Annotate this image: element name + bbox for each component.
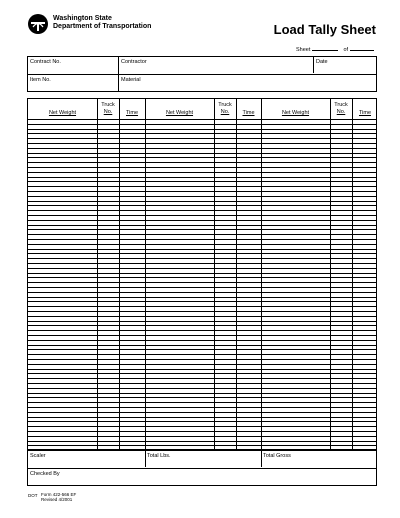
org-name-line2: Department of Transportation [53,23,152,30]
tally-row-line [28,345,376,346]
tally-row-line [28,426,376,427]
time-header-1: Time [125,110,139,116]
tally-row-line [28,148,376,149]
tally-row-line [28,249,376,250]
tally-row-line [28,253,376,254]
item-no-field[interactable]: Item No. [30,77,51,83]
tally-grid [27,98,377,450]
tally-row-line [28,421,376,422]
tally-row-line [28,311,376,312]
tally-row-line [28,369,376,370]
tally-row-line [28,297,376,298]
tally-row-line [28,340,376,341]
truck-no-header-1: No. [103,109,113,115]
tally-row-line [28,325,376,326]
contractor-field[interactable]: Contractor [121,59,147,65]
tally-row-line [28,292,376,293]
time-header-2: Time [242,110,255,116]
sheet-number-blank[interactable] [312,45,338,51]
sheet-label: Sheet [296,47,311,53]
page-title: Load Tally Sheet [273,22,376,37]
tally-row-line [28,196,376,197]
tally-row-line [28,143,376,144]
tally-row-line [28,316,376,317]
tally-row-line [28,268,376,269]
tally-row-line [28,157,376,158]
grid-header-divider [28,119,376,120]
tally-row-line [28,349,376,350]
tally-row-line [28,258,376,259]
tally-row-line [28,177,376,178]
material-field[interactable]: Material [121,77,141,83]
footer-revised: Revised 4/2001 [41,497,73,502]
tally-row-line [28,133,376,134]
tally-row-line [28,172,376,173]
footer-form-number: Form 422-566 EF [41,492,77,497]
org-name-line1: Washington State [53,15,112,22]
totals-box [27,450,377,486]
time-header-3: Time [358,110,372,116]
net-weight-header-2: Net Weight [165,110,194,116]
footer-dot: DOT [28,493,38,498]
of-label: of [343,47,349,53]
tally-row-line [28,277,376,278]
truck-header-1: Truck [101,102,115,108]
tally-row-line [28,321,376,322]
tally-row-line [28,201,376,202]
sheet-number-field[interactable] [296,45,374,53]
total-lbs-field[interactable]: Total Lbs. [147,453,171,459]
tally-row-line [28,215,376,216]
date-field[interactable]: Date [316,59,328,65]
tally-row-line [28,210,376,211]
tally-row-line [28,162,376,163]
tally-row-line [28,220,376,221]
truck-no-header-2: No. [220,109,230,115]
tally-row-line [28,383,376,384]
tally-row-line [28,244,376,245]
tally-row-line [28,186,376,187]
tally-row-line [28,407,376,408]
tally-row-line [28,124,376,125]
tally-row-line [28,445,376,446]
tally-row-line [28,273,376,274]
tally-row-line [28,335,376,336]
tally-row-line [28,431,376,432]
tally-row-line [28,239,376,240]
tally-row-line [28,301,376,302]
tally-row-line [28,359,376,360]
tally-row-line [28,225,376,226]
tally-row-line [28,378,376,379]
tally-row-line [28,388,376,389]
tally-row-line [28,138,376,139]
tally-row-line [28,167,376,168]
tally-row-line [28,393,376,394]
tally-row-line [28,373,376,374]
net-weight-header-3: Net Weight [281,110,310,116]
tally-row-line [28,234,376,235]
truck-header-2: Truck [218,102,232,108]
tally-row-line [28,397,376,398]
tally-row-line [28,181,376,182]
tally-row-line [28,417,376,418]
scaler-field[interactable]: Scaler [30,453,46,459]
tally-row-line [28,364,376,365]
info-box [27,56,377,92]
tally-row-line [28,402,376,403]
tally-row-line [28,354,376,355]
tally-row-line [28,263,376,264]
net-weight-header-1: Net Weight [48,110,77,116]
sheet-total-blank[interactable] [350,45,374,51]
truck-header-3: Truck [334,102,348,108]
tally-row-line [28,412,376,413]
contract-no-field[interactable]: Contract No. [30,59,61,65]
wsdot-logo [28,14,48,34]
tally-row-line [28,153,376,154]
tally-row-line [28,282,376,283]
tally-row-line [28,229,376,230]
tally-row-line [28,441,376,442]
tally-row-line [28,287,376,288]
total-gross-field[interactable]: Total Gross [263,453,291,459]
tally-row-line [28,436,376,437]
truck-no-header-3: No. [336,109,346,115]
tally-row-line [28,129,376,130]
tally-row-line [28,306,376,307]
tally-row-line [28,330,376,331]
tally-row-line [28,205,376,206]
tally-row-line [28,191,376,192]
checked-by-field[interactable]: Checked By [30,471,60,477]
